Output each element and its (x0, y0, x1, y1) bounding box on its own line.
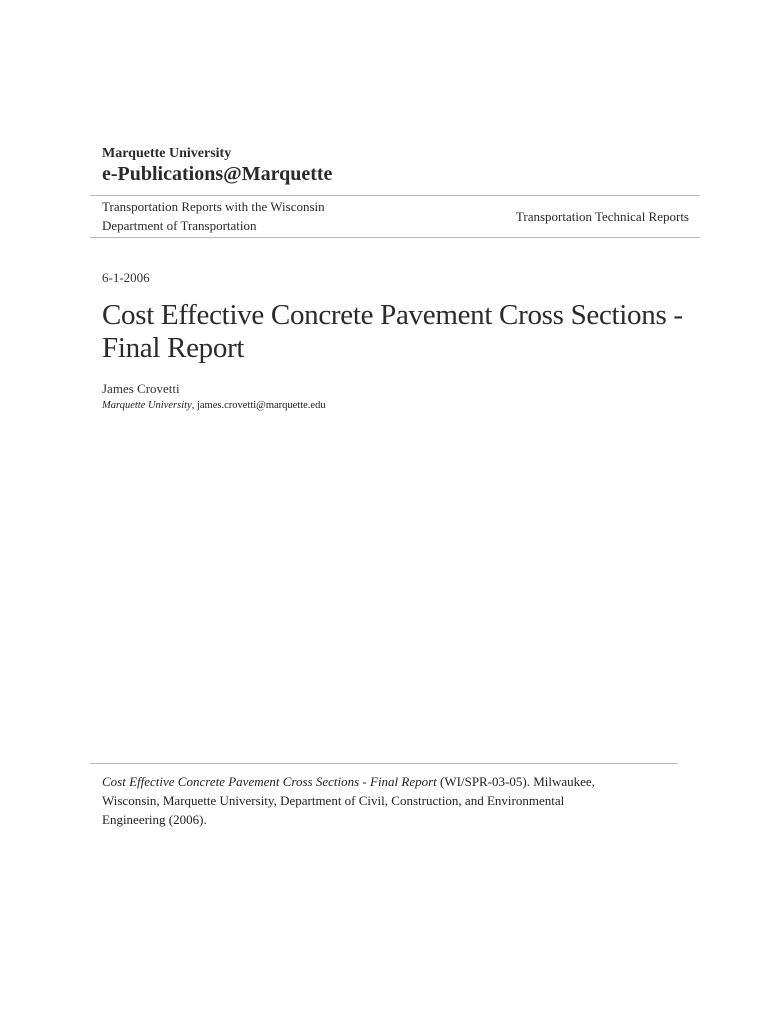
citation-divider (90, 763, 678, 764)
affiliation-institution: Marquette University (102, 400, 192, 411)
repository-link[interactable]: e-Publications@Marquette (102, 163, 333, 185)
author-name: James Crovetti (102, 381, 180, 396)
author-email: , james.crovetti@marquette.edu (191, 400, 326, 411)
series-link-technical-reports[interactable]: Transportation Technical Reports (515, 209, 689, 224)
document-title (102, 299, 702, 365)
series-line-1: Transportation Reports with the Wisconsin (102, 199, 325, 214)
citation-line-2: Wisconsin, Marquette University, Department of Civil, Construction, and Environmental (102, 793, 565, 808)
series-divider (90, 237, 700, 238)
citation-block (102, 772, 642, 829)
top-divider (90, 195, 700, 196)
repository-header (102, 145, 332, 186)
publication-date: 6-1-2006 (102, 270, 150, 285)
citation-title: Cost Effective Concrete Pavement Cross Sections - Final Report (102, 774, 437, 789)
citation-line-1: (WI/SPR-03-05). Milwaukee, (436, 774, 595, 789)
author-affiliation (102, 400, 326, 411)
title-line-1: Cost Effective Concrete Pavement Cross Sections - (102, 299, 683, 331)
university-link[interactable]: Marquette University (102, 146, 232, 161)
series-link-wisdot[interactable] (102, 197, 402, 235)
citation-line-3: Engineering (2006). (102, 812, 207, 827)
series-line-2: Department of Transportation (102, 218, 257, 233)
title-line-2: Final Report (102, 332, 245, 364)
